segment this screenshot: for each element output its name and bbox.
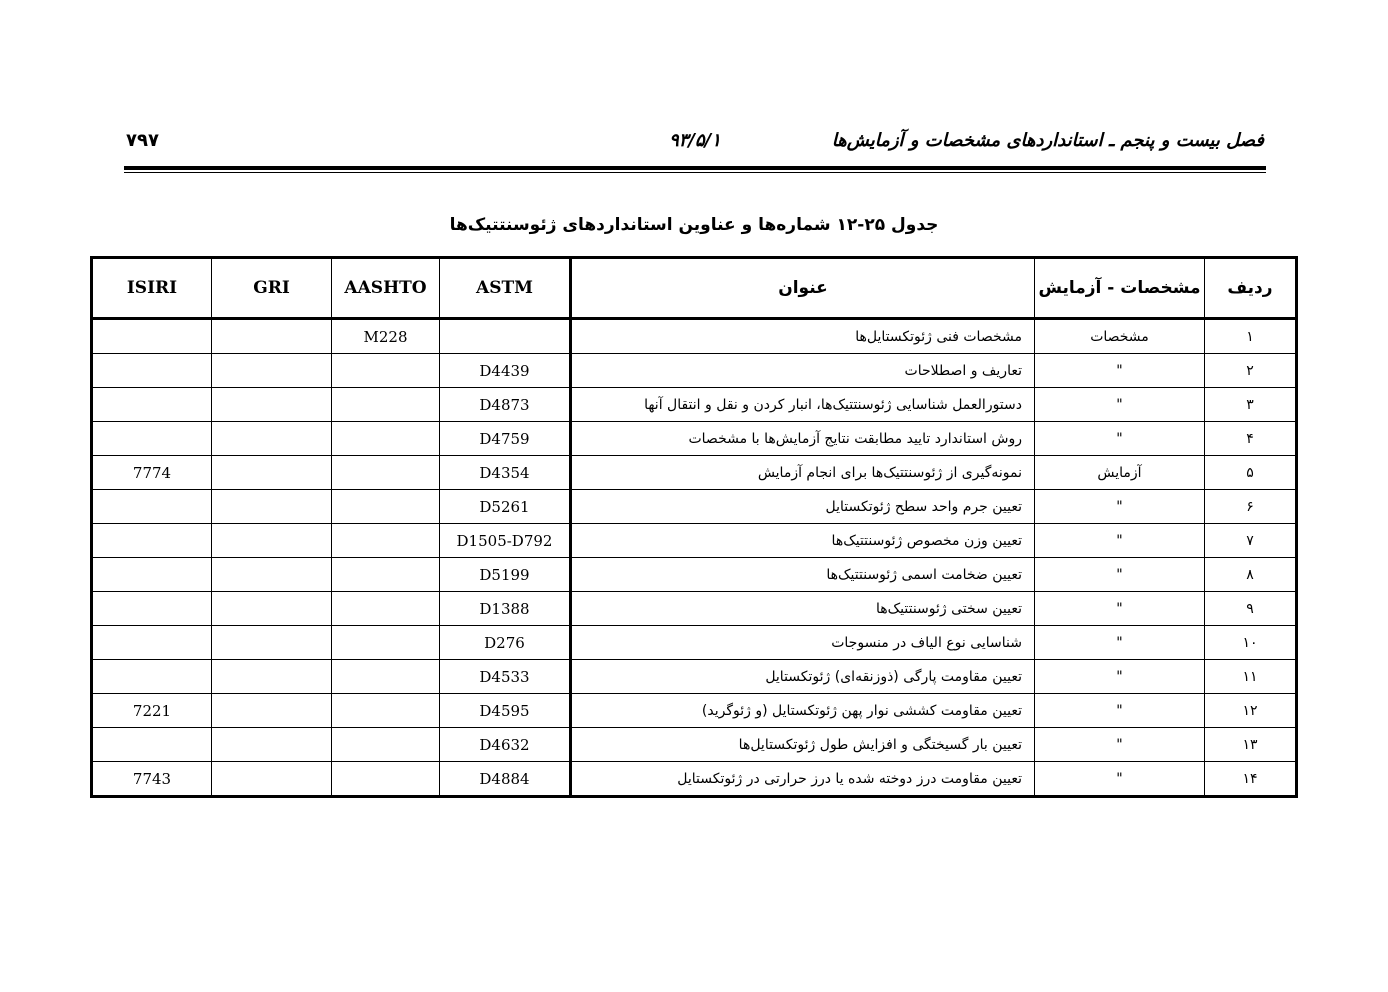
cell-title: تعیین وزن مخصوص ژئوسنتتیک‌ها — [571, 524, 1035, 558]
cell-title: تعیین بار گسیختگی و افزایش طول ژئوتکستایل‌ها — [571, 728, 1035, 762]
cell-isiri — [92, 558, 212, 592]
cell-gri — [212, 524, 332, 558]
cell-title: تعیین جرم واحد سطح ژئوتکستایل — [571, 490, 1035, 524]
cell-aashto — [332, 592, 440, 626]
cell-gri — [212, 456, 332, 490]
table-row — [92, 354, 1297, 388]
cell-row-number: ۵ — [1205, 456, 1297, 490]
col-header-astm: ASTM — [440, 258, 571, 319]
cell-astm: D5261 — [440, 490, 571, 524]
cell-row-number: ۱۰ — [1205, 626, 1297, 660]
cell-aashto — [332, 388, 440, 422]
cell-title: تعیین ضخامت اسمی ژئوسنتتیک‌ها — [571, 558, 1035, 592]
cell-title: روش استاندارد تایید مطابقت نتایج آزمایش‌ها با مشخصات — [571, 422, 1035, 456]
cell-title: تعیین سختی ژئوسنتتیک‌ها — [571, 592, 1035, 626]
cell-row-number: ۱ — [1205, 319, 1297, 354]
cell-isiri — [92, 524, 212, 558]
header-rule-thick — [124, 166, 1266, 170]
col-header-row-number: ردیف — [1205, 258, 1297, 319]
col-header-gri: GRI — [212, 258, 332, 319]
cell-spec-test: " — [1035, 422, 1205, 456]
cell-astm: D4884 — [440, 762, 571, 797]
cell-aashto — [332, 660, 440, 694]
cell-title: مشخصات فنی ژئوتکستایل‌ها — [571, 319, 1035, 354]
cell-spec-test: " — [1035, 762, 1205, 797]
cell-isiri: 7221 — [92, 694, 212, 728]
cell-spec-test: آزمایش — [1035, 456, 1205, 490]
header-rule-thin — [124, 172, 1266, 173]
cell-title: تعیین مقاومت درز دوخته شده یا درز حرارتی در ژئوتکستایل — [571, 762, 1035, 797]
table-row — [92, 694, 1297, 728]
table-row — [92, 422, 1297, 456]
table-row — [92, 660, 1297, 694]
cell-isiri: 7774 — [92, 456, 212, 490]
cell-aashto — [332, 456, 440, 490]
cell-isiri — [92, 626, 212, 660]
cell-gri — [212, 694, 332, 728]
cell-row-number: ۲ — [1205, 354, 1297, 388]
cell-gri — [212, 422, 332, 456]
cell-aashto — [332, 422, 440, 456]
cell-title: تعیین مقاومت پارگی (ذوزنقه‌ای) ژئوتکستایل — [571, 660, 1035, 694]
cell-row-number: ۹ — [1205, 592, 1297, 626]
cell-title: نمونه‌گیری از ژئوسنتتیک‌ها برای انجام آزمایش — [571, 456, 1035, 490]
table-row — [92, 558, 1297, 592]
cell-gri — [212, 388, 332, 422]
cell-aashto — [332, 694, 440, 728]
cell-astm: D4759 — [440, 422, 571, 456]
cell-gri — [212, 626, 332, 660]
table-row — [92, 319, 1297, 354]
cell-spec-test: " — [1035, 660, 1205, 694]
col-header-isiri: ISIRI — [92, 258, 212, 319]
cell-row-number: ۶ — [1205, 490, 1297, 524]
cell-spec-test: " — [1035, 524, 1205, 558]
cell-title: تعاریف و اصطلاحات — [571, 354, 1035, 388]
cell-astm: D4873 — [440, 388, 571, 422]
cell-spec-test: " — [1035, 626, 1205, 660]
cell-aashto — [332, 762, 440, 797]
cell-astm: D5199 — [440, 558, 571, 592]
cell-gri — [212, 490, 332, 524]
cell-spec-test: مشخصات — [1035, 319, 1205, 354]
cell-aashto — [332, 490, 440, 524]
table-caption: جدول ۲۵-۱۲ شماره‌ها و عناوین استانداردهای ژئوسنتتیک‌ها — [449, 215, 939, 235]
cell-gri — [212, 319, 332, 354]
cell-aashto — [332, 354, 440, 388]
cell-astm: D1505-D792 — [440, 524, 571, 558]
cell-spec-test: " — [1035, 388, 1205, 422]
cell-spec-test: " — [1035, 354, 1205, 388]
cell-spec-test: " — [1035, 490, 1205, 524]
table-row — [92, 592, 1297, 626]
col-header-title: عنوان — [571, 258, 1035, 319]
cell-row-number: ۱۱ — [1205, 660, 1297, 694]
cell-spec-test: " — [1035, 558, 1205, 592]
cell-row-number: ۳ — [1205, 388, 1297, 422]
cell-spec-test: " — [1035, 694, 1205, 728]
table-row — [92, 728, 1297, 762]
cell-isiri — [92, 354, 212, 388]
cell-isiri — [92, 319, 212, 354]
cell-row-number: ۱۴ — [1205, 762, 1297, 797]
cell-gri — [212, 558, 332, 592]
table-header-row — [92, 258, 1297, 319]
cell-isiri — [92, 490, 212, 524]
cell-gri — [212, 660, 332, 694]
col-header-aashto: AASHTO — [332, 258, 440, 319]
table-row — [92, 524, 1297, 558]
cell-astm: D4632 — [440, 728, 571, 762]
page-number: ۷۹۷ — [126, 130, 159, 151]
col-header-spec-test: مشخصات - آزمایش — [1035, 258, 1205, 319]
cell-astm: D276 — [440, 626, 571, 660]
table-row — [92, 388, 1297, 422]
cell-isiri: 7743 — [92, 762, 212, 797]
cell-gri — [212, 762, 332, 797]
cell-spec-test: " — [1035, 592, 1205, 626]
standards-table — [90, 256, 1298, 798]
cell-aashto: M228 — [332, 319, 440, 354]
table-row — [92, 626, 1297, 660]
cell-title: تعیین مقاومت کششی نوار پهن ژئوتکستایل (و ژئوگرید) — [571, 694, 1035, 728]
cell-aashto — [332, 728, 440, 762]
cell-gri — [212, 592, 332, 626]
cell-astm: D4354 — [440, 456, 571, 490]
cell-title: شناسایی نوع الیاف در منسوجات — [571, 626, 1035, 660]
cell-isiri — [92, 592, 212, 626]
table-row — [92, 490, 1297, 524]
cell-isiri — [92, 728, 212, 762]
cell-spec-test: " — [1035, 728, 1205, 762]
cell-astm: D1388 — [440, 592, 571, 626]
table-row — [92, 456, 1297, 490]
cell-row-number: ۷ — [1205, 524, 1297, 558]
cell-aashto — [332, 524, 440, 558]
cell-astm: D4533 — [440, 660, 571, 694]
cell-title: دستورالعمل شناسایی ژئوسنتتیک‌ها، انبار کردن و نقل و انتقال آنها — [571, 388, 1035, 422]
cell-gri — [212, 354, 332, 388]
cell-astm: D4439 — [440, 354, 571, 388]
cell-isiri — [92, 422, 212, 456]
cell-isiri — [92, 660, 212, 694]
cell-astm: D4595 — [440, 694, 571, 728]
cell-gri — [212, 728, 332, 762]
table-row — [92, 762, 1297, 797]
cell-row-number: ۸ — [1205, 558, 1297, 592]
cell-row-number: ۱۳ — [1205, 728, 1297, 762]
cell-aashto — [332, 558, 440, 592]
chapter-title: فصل بیست و پنجم ـ استانداردهای مشخصات و آزمایش‌ها — [831, 130, 1264, 151]
cell-row-number: ۱۲ — [1205, 694, 1297, 728]
revision-date: ۹۳/۵/۱ — [669, 130, 721, 151]
cell-isiri — [92, 388, 212, 422]
cell-astm — [440, 319, 571, 354]
cell-aashto — [332, 626, 440, 660]
cell-row-number: ۴ — [1205, 422, 1297, 456]
